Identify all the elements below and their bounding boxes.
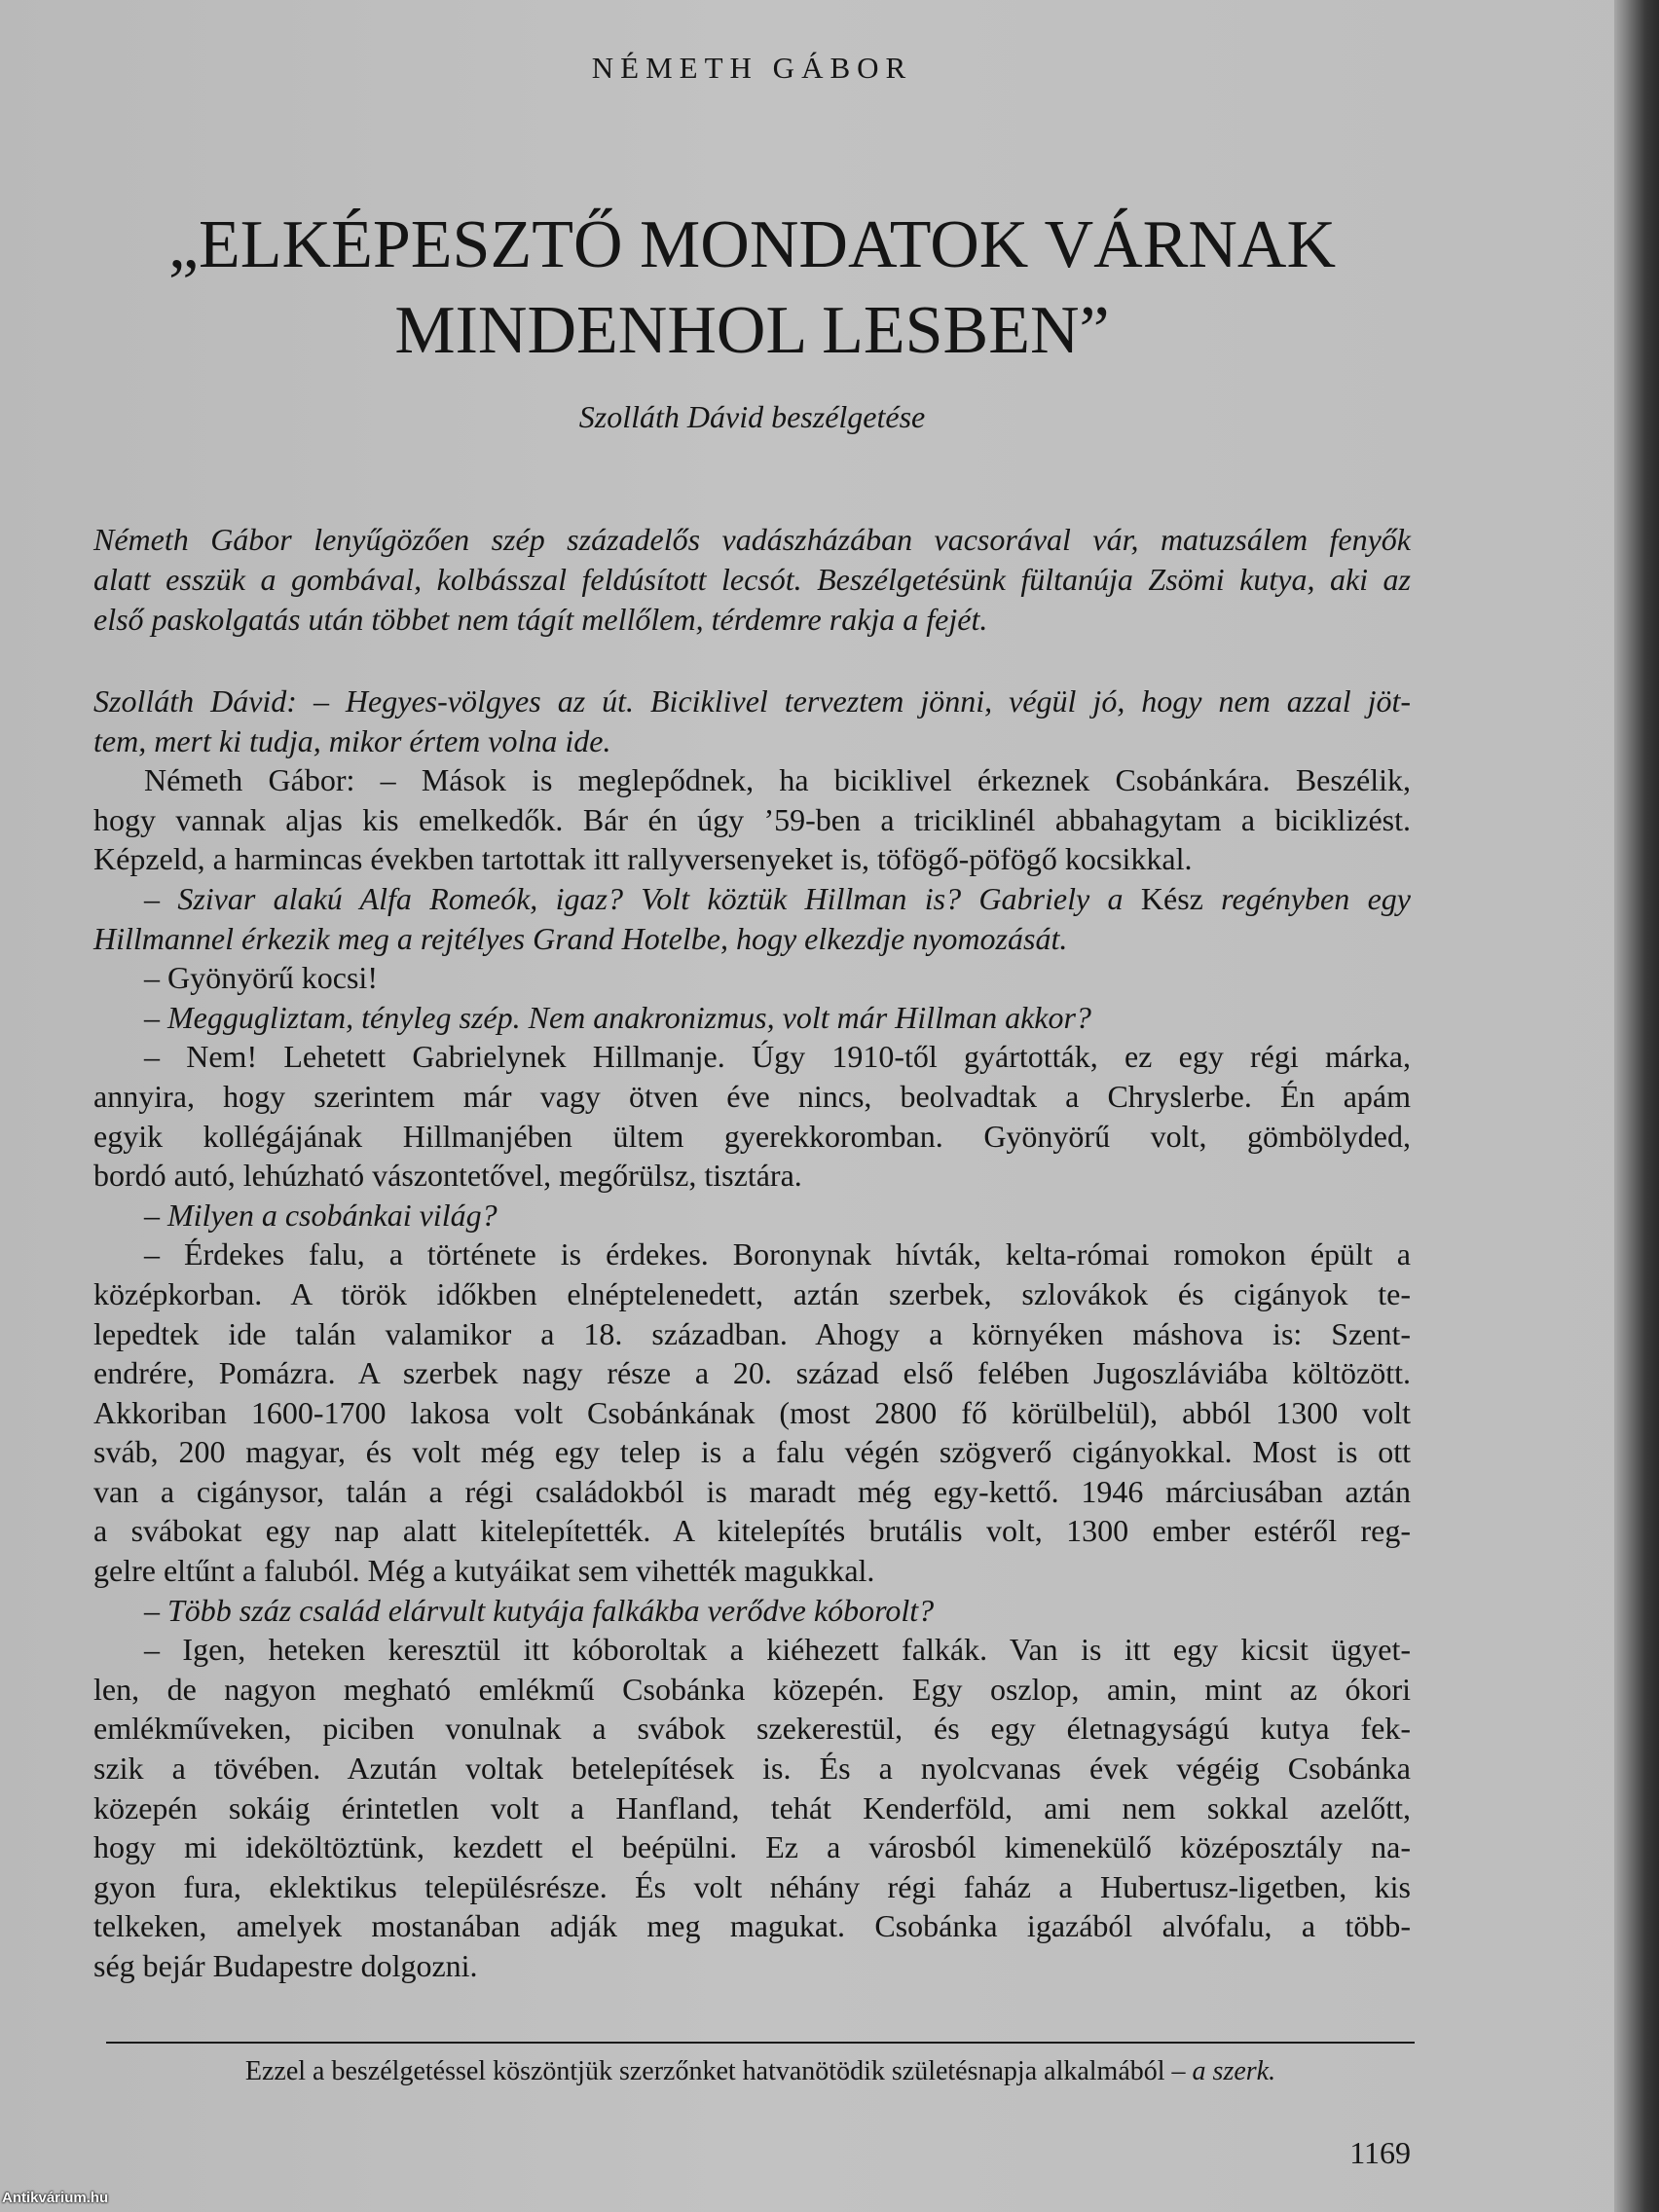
article-title: [93, 203, 1411, 374]
intro-line: első paskolgatás után többet nem tágít mellőlem, térdemre rakja a fejét.: [93, 602, 988, 637]
text-line: [93, 1432, 1411, 1472]
text-line: [93, 1591, 1411, 1631]
text-segment: tem, mert ki tudja, mikor értem volna ide.: [93, 722, 611, 758]
text-line: [93, 839, 1411, 879]
text-segment: emlékműveken, piciben vonulnak a svábok szekerestül, és egy életnagyságú kutya fek-: [93, 1711, 1411, 1747]
text-line: [93, 1235, 1411, 1274]
text-segment: középkorban. A török időkben elnéptelenedett, aztán szerbek, szlovákok és cigányok te-: [93, 1275, 1411, 1311]
text-line: [93, 1274, 1411, 1314]
dialog-paragraph: [93, 682, 1411, 760]
text-segment: Akkoriban 1600-1700 lakosa volt Csobánkának (most 2800 fő körülbelül), abból 1300 volt: [93, 1394, 1411, 1430]
text-segment: hogy mi ideköltöztünk, kezdett el beépülni. Ez a városból kimenekülő középosztály na-: [93, 1829, 1411, 1865]
page-number: 1169: [1349, 2135, 1411, 2170]
intro-line: Németh Gábor lenyűgözően szép századelős vadászházában vacsorával vár, matuzsálem fenyők: [93, 522, 1411, 557]
text-line: [93, 1393, 1411, 1433]
dialog-paragraph: [93, 1235, 1411, 1590]
dialog-paragraph: [93, 958, 1411, 998]
text-segment: – Gyönyörű kocsi!: [144, 960, 378, 996]
text-segment: van a cigánysor, talán a régi családokból is maradt még egy-kettő. 1946 márciusában aztán: [93, 1473, 1411, 1509]
watermark: Antikvárium.hu: [2, 2190, 109, 2206]
text-segment: len, de nagyon megható emlékmű Csobánka közepén. Egy oszlop, amin, mint az ókori: [93, 1671, 1411, 1707]
article-subtitle: Szolláth Dávid beszélgetése: [578, 399, 926, 434]
text-line: [93, 1196, 1411, 1235]
text-segment: – Meggugliztam, tényleg szép. Nem anakronizmus, volt már Hillman akkor?: [144, 999, 1091, 1035]
running-head-author: NÉMETH GÁBOR: [591, 51, 913, 85]
text-line: [93, 1867, 1411, 1907]
text-line: [93, 1353, 1411, 1393]
text-segment: közepén sokáig érintetlen volt a Hanfland, tehát Kenderföld, ami nem sokkal azelőtt,: [93, 1789, 1411, 1825]
text-line: [93, 1946, 1411, 1986]
text-segment: egyik kollégájának Hillmanjében ültem gyerekkoromban. Gyönyörű volt, gömbölyded,: [93, 1118, 1411, 1154]
text-line: [93, 1788, 1411, 1828]
text-line: [93, 958, 1411, 998]
text-line: [93, 1117, 1411, 1157]
text-segment: endrére, Pomázra. A szerbek nagy része a 20. század első felében Jugoszláviába költözött.: [93, 1355, 1411, 1391]
text-segment: regényben egy: [1202, 880, 1412, 916]
text-segment: Kész: [1140, 880, 1203, 916]
text-line: [93, 682, 1411, 721]
text-segment: Képzeld, a harmincas években tartottak itt rallyversenyeket is, töfögő-pöfögő kocsikkal.: [93, 841, 1193, 877]
footnote-rule: [106, 2042, 1415, 2044]
text-segment: hogy vannak aljas kis emelkedők. Bár én úgy ’59-ben a triciklinél abbahagytam a biciklizést.: [93, 801, 1411, 837]
text-segment: – Több száz család elárvult kutyája falkákba verődve kóborolt?: [144, 1592, 935, 1628]
book-gutter-edge: [1614, 0, 1659, 2212]
text-line: [93, 1511, 1411, 1551]
footnote-text: Ezzel a beszélgetéssel köszöntjük szerzőnket hatvanötödik születésnapja alkalmából –: [244, 2056, 1193, 2086]
dialog-paragraph: [93, 1037, 1411, 1195]
title-line: „ELKÉPESZTŐ MONDATOK VÁRNAK: [167, 207, 1337, 282]
title-line: MINDENHOL LESBEN”: [394, 293, 1110, 368]
text-segment: telkeken, amelyek mostanában adják meg magukat. Csobánka igazából alvófalu, a több-: [93, 1908, 1411, 1944]
text-line: [93, 721, 1411, 761]
text-segment: annyira, hogy szerintem már vagy ötven éve nincs, beolvadtak a Chryslerbe. Én apám: [93, 1078, 1411, 1114]
text-line: [93, 1037, 1411, 1077]
dialog-paragraph: [93, 1630, 1411, 1985]
text-line: [93, 1749, 1411, 1788]
text-line: [93, 998, 1411, 1038]
text-segment: szik a tövében. Azután voltak betelepítések is. És a nyolcvanas évek végéig Csobánka: [93, 1751, 1411, 1787]
footnote-signature: a szerk.: [1192, 2056, 1276, 2086]
text-line: [93, 1906, 1411, 1946]
text-line: [93, 919, 1411, 959]
intro-paragraph: [93, 520, 1411, 640]
text-line: [93, 1077, 1411, 1117]
text-line: [93, 1472, 1411, 1512]
interview-body: [93, 682, 1411, 1986]
text-segment: bordó autó, lehúzható vászontetővel, megőrülsz, tisztára.: [93, 1158, 802, 1194]
text-line: [93, 1314, 1411, 1354]
text-line: [93, 1709, 1411, 1749]
text-segment: lepedtek ide talán valamikor a 18. században. Ahogy a környéken máshova is: Szent-: [93, 1315, 1411, 1351]
text-segment: sváb, 200 magyar, és volt még egy telep is a falu végén szögverő cigányokkal. Most is ott: [93, 1434, 1411, 1470]
text-segment: – Nem! Lehetett Gabrielynek Hillmanje. Úgy 1910-től gyártották, ez egy régi márka,: [144, 1039, 1411, 1075]
text-line: [93, 1670, 1411, 1710]
text-line: [93, 760, 1411, 800]
text-line: [93, 1156, 1411, 1196]
text-segment: ség bejár Budapestre dolgozni.: [93, 1948, 478, 1983]
intro-line: alatt esszük a gombával, kolbásszal feldúsított lecsót. Beszélgetésünk fültanúja Zsömi kutya, aki az: [93, 562, 1411, 597]
text-segment: – Érdekes falu, a története is érdekes. Boronynak hívták, kelta-római romokon épült a: [144, 1236, 1411, 1272]
dialog-paragraph: [93, 1196, 1411, 1235]
text-segment: gelre eltűnt a faluból. Még a kutyáikat sem vihették magukkal.: [93, 1553, 875, 1589]
dialog-paragraph: [93, 760, 1411, 879]
text-segment: a svábokat egy nap alatt kitelepítették. A kitelepítés brutális volt, 1300 ember estéről reg-: [93, 1513, 1411, 1549]
text-segment: Németh Gábor: – Mások is meglepődnek, ha biciklivel érkeznek Csobánkára. Beszélik,: [144, 762, 1411, 798]
text-segment: – Milyen a csobánkai világ?: [144, 1197, 498, 1233]
text-line: [93, 1630, 1411, 1670]
dialog-paragraph: [93, 998, 1411, 1038]
text-segment: – Igen, heteken keresztül itt kóboroltak a kiéhezett falkák. Van is itt egy kicsit ügyet-: [144, 1632, 1411, 1668]
text-segment: Szolláth Dávid: – Hegyes-völgyes az út. Biciklivel terveztem jönni, végül jó, hogy nem azzal jöt-: [93, 683, 1411, 719]
dialog-paragraph: [93, 1591, 1411, 1631]
text-line: [93, 800, 1411, 840]
text-line: [93, 879, 1411, 919]
text-line: [93, 1827, 1411, 1867]
text-line: [93, 1551, 1411, 1591]
text-segment: Hillmannel érkezik meg a rejtélyes Grand Hotelbe, hogy elkezdje nyomozását.: [93, 920, 1068, 956]
text-segment: gyon fura, eklektikus településrésze. És volt néhány régi faház a Hubertusz-ligetben, kis: [93, 1868, 1411, 1904]
dialog-paragraph: [93, 879, 1411, 958]
footnote: [106, 2056, 1415, 2087]
text-segment: – Szivar alakú Alfa Romeók, igaz? Volt köztük Hillman is? Gabriely a: [144, 880, 1141, 916]
